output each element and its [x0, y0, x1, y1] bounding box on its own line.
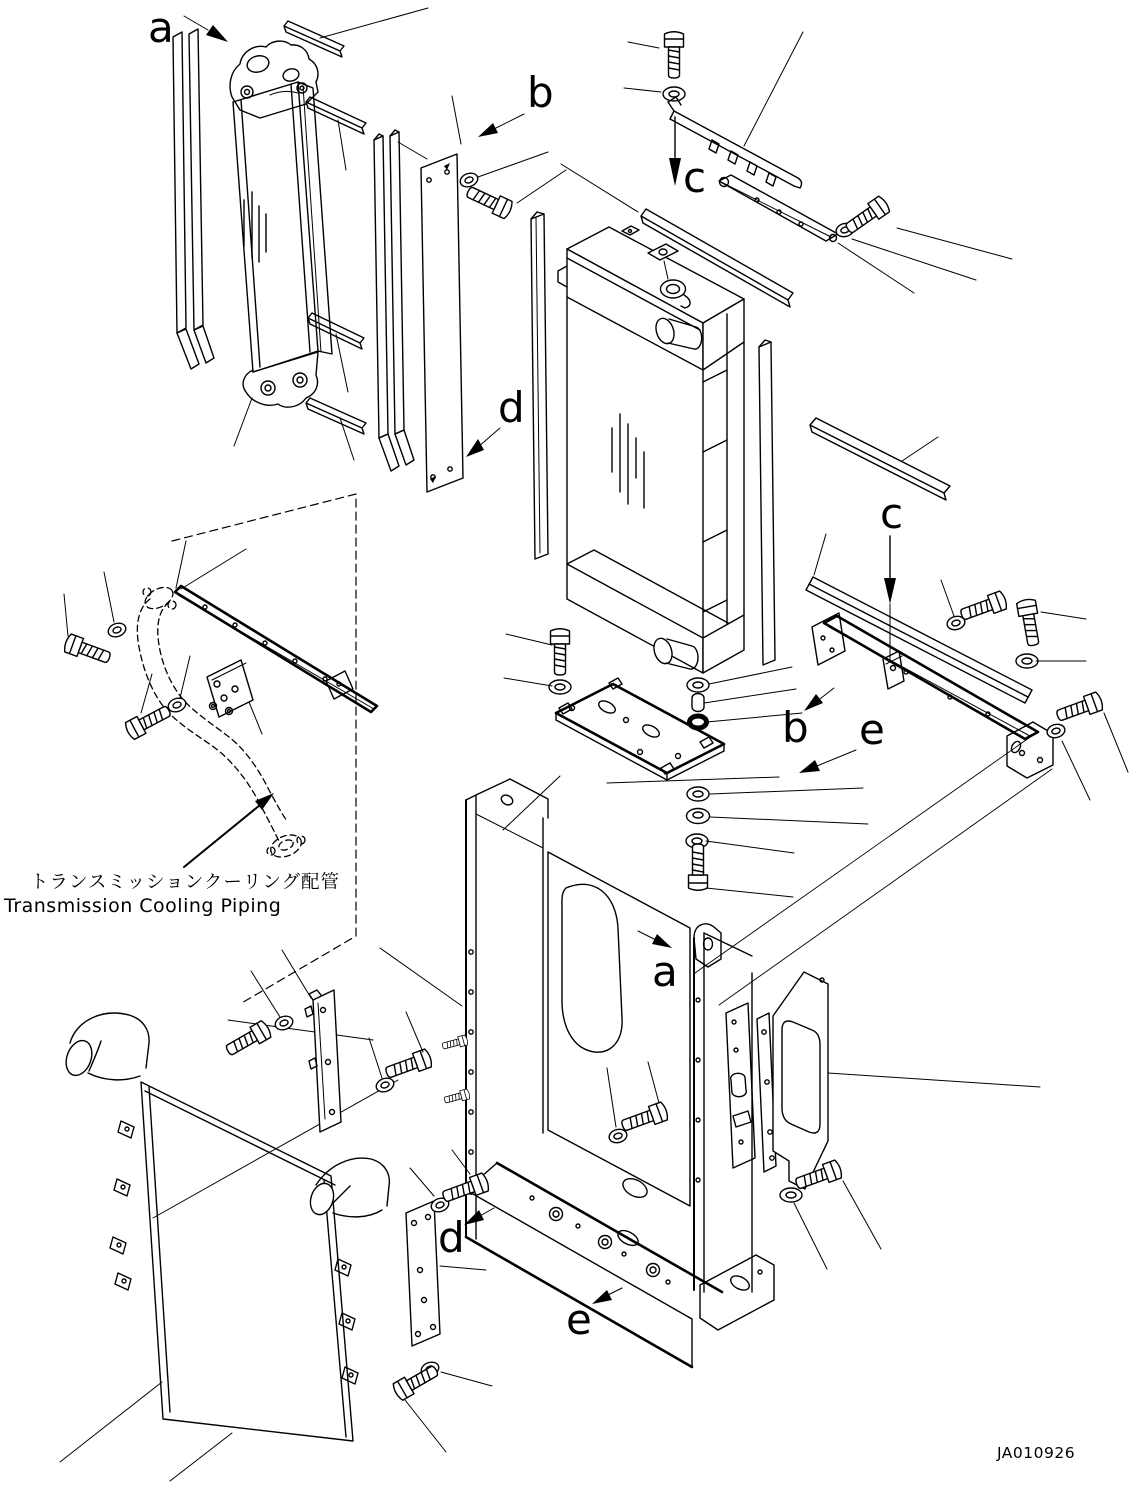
callout-c-right-label: c — [880, 489, 904, 538]
callout-d-upper-label: d — [498, 383, 525, 432]
callout-c-top — [669, 117, 706, 202]
square-strip-right — [759, 340, 775, 665]
arrow-b-top — [478, 123, 498, 137]
section-boundary — [172, 494, 356, 1004]
frame-inner-fasteners — [607, 1062, 669, 1145]
transmission-cooling-pipe — [137, 583, 305, 861]
sub-radiator — [230, 41, 332, 446]
arrow-d-upper — [466, 439, 484, 457]
right-fasteners — [941, 580, 1128, 800]
callout-a-top — [148, 3, 228, 52]
callout-b-right — [782, 688, 834, 752]
frame-base-foot — [700, 1255, 774, 1330]
arrow-a-frame — [652, 934, 672, 948]
arrow-e-right — [799, 760, 820, 773]
frame-right-side-plates — [726, 972, 1040, 1269]
radiator-bottom-tank — [567, 564, 703, 673]
left-small-bracket — [207, 660, 262, 734]
seal-strips-right-pair — [374, 130, 414, 471]
arrow-c-right — [884, 578, 896, 604]
callout-a-frame-label: a — [652, 947, 678, 996]
baffle-plate — [398, 96, 463, 492]
seal-bar-right — [810, 418, 950, 500]
arrow-a-top — [206, 25, 228, 42]
callout-b-top-label: b — [527, 68, 554, 117]
left-fasteners — [63, 572, 190, 740]
aftercooler-mount-strip — [223, 948, 462, 1132]
main-radiator — [558, 226, 744, 673]
seal-strip-short-1 — [284, 8, 428, 57]
aftercooler-elbow-right — [307, 1158, 390, 1217]
callout-e-right-label: e — [859, 705, 885, 754]
lower-side-plate — [391, 1150, 492, 1452]
aftercooler-core — [141, 1082, 353, 1441]
clip-strip-2 — [719, 175, 914, 293]
radiator-core-hatch — [612, 414, 644, 508]
callout-e-right — [799, 705, 885, 773]
baffle-washer — [458, 152, 548, 189]
square-strip-left — [531, 212, 548, 559]
callout-b-top — [478, 68, 554, 137]
arrow-c-top — [669, 158, 681, 186]
baffle-bolt — [464, 170, 566, 220]
radiator-top-washer — [624, 87, 685, 101]
seal-strips-left-pair — [173, 29, 214, 369]
callout-d-upper — [466, 383, 525, 457]
frame-left-channel — [441, 779, 548, 1239]
callout-e-bottom-label: e — [566, 1295, 592, 1344]
callout-d-lower-label: d — [438, 1213, 465, 1262]
clip-strip-bolt — [843, 195, 1012, 259]
radiator-top-bolt — [628, 32, 684, 78]
callout-b-right-label: b — [782, 703, 809, 752]
frame-right-channel — [694, 924, 752, 1292]
mount-rubber-ring — [690, 716, 707, 728]
sub-radiator-hatch — [244, 192, 266, 262]
arrow-e-bottom — [592, 1290, 612, 1304]
annotation-english: Transmission Cooling Piping — [4, 895, 282, 917]
frame-base — [466, 1163, 774, 1367]
callout-a-frame — [638, 931, 678, 996]
callout-c-top-label: c — [683, 153, 707, 202]
seal-strip-short-4 — [306, 398, 366, 460]
annotation-japanese: トランスミッションクーリング配管 — [30, 872, 340, 893]
left-bracket-bar — [175, 541, 377, 712]
drawing-number: JA010926 — [997, 1444, 1076, 1462]
support-frame — [441, 733, 1052, 1367]
mount-grommet — [692, 694, 704, 712]
frame-back-panel — [548, 852, 690, 1206]
callout-a-top-label: a — [148, 3, 174, 52]
aftercooler-elbow-left — [62, 1013, 150, 1080]
aftercooler-left-tabs — [110, 1121, 134, 1290]
aftercooler — [60, 1013, 398, 1481]
callout-e-bottom — [566, 1288, 622, 1344]
